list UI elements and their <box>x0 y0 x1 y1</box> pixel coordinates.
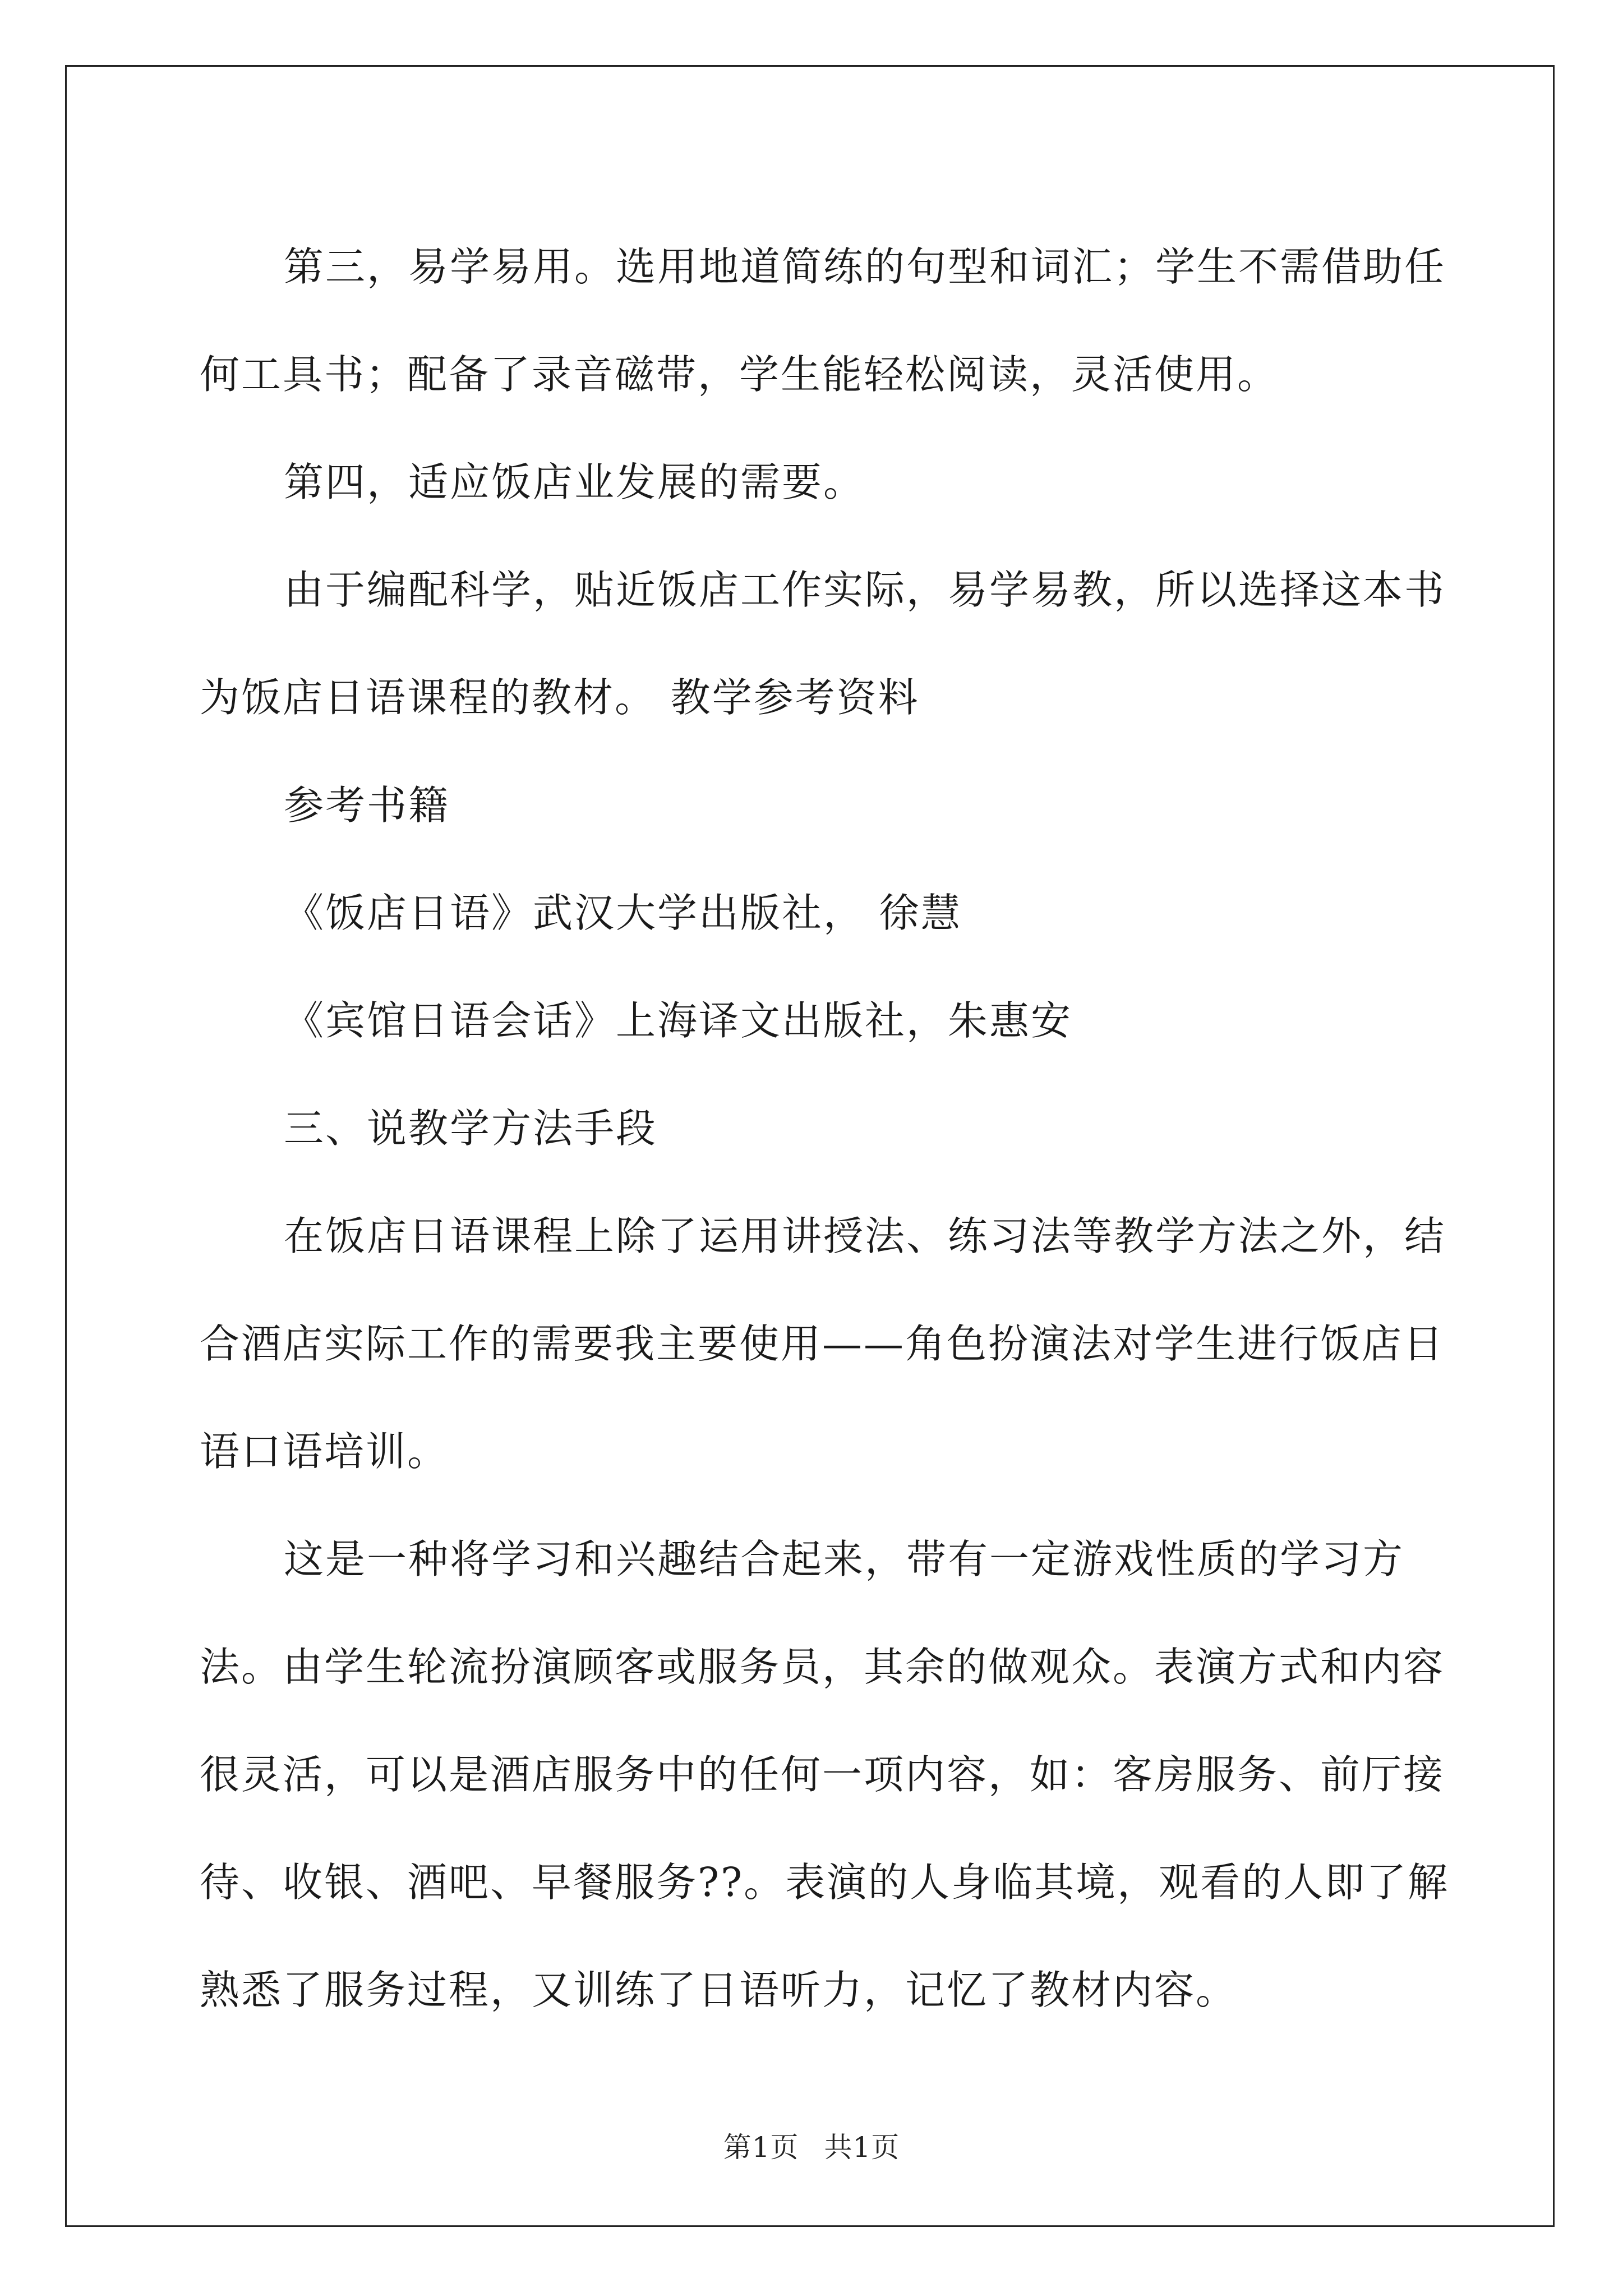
document-body <box>200 213 1467 2044</box>
paragraph: 在饭店日语课程上除了运用讲授法、练习法等教学方法之外，结合酒店实际工作的需要我主要使用——角色扮演法对学生进行饭店日语口语培训。 <box>200 1213 1446 1475</box>
section-heading: 三、说教学方法手段 <box>284 1105 658 1152</box>
page-number: 第1页 <box>723 2131 799 2164</box>
paragraph: 第三，易学易用。选用地道简练的句型和词汇；学生不需借助任何工具书；配备了录音磁带，学生能轻松阅读，灵活使用。 <box>200 243 1446 398</box>
paragraph: 这是一种将学习和兴趣结合起来，带有一定游戏性质的学习方法。由学生轮流扮演顾客或服务员，其余的做观众。表演方式和内容很灵活，可以是酒店服务中的任何一项内容，如：客房服务、前厅接待、收银、酒吧、早餐服务??。表演的人身临其境，观看的人即了解熟悉了服务过程，又训练了日语听力，记忆了教材内容。 <box>200 1536 1450 2013</box>
paragraph: 《饭店日语》武汉大学出版社， 徐慧 <box>284 890 962 936</box>
page-footer <box>0 2125 1623 2165</box>
paragraph: 第四，适应饭店业发展的需要。 <box>284 459 865 505</box>
paragraph: 参考书籍 <box>284 782 450 829</box>
paragraph: 由于编配科学，贴近饭店工作实际，易学易教，所以选择这本书为饭店日语课程的教材。 教学参考资料 <box>200 567 1446 721</box>
paragraph: 《宾馆日语会话》上海译文出版社，朱惠安 <box>284 997 1073 1044</box>
page-total: 共1页 <box>824 2131 900 2164</box>
